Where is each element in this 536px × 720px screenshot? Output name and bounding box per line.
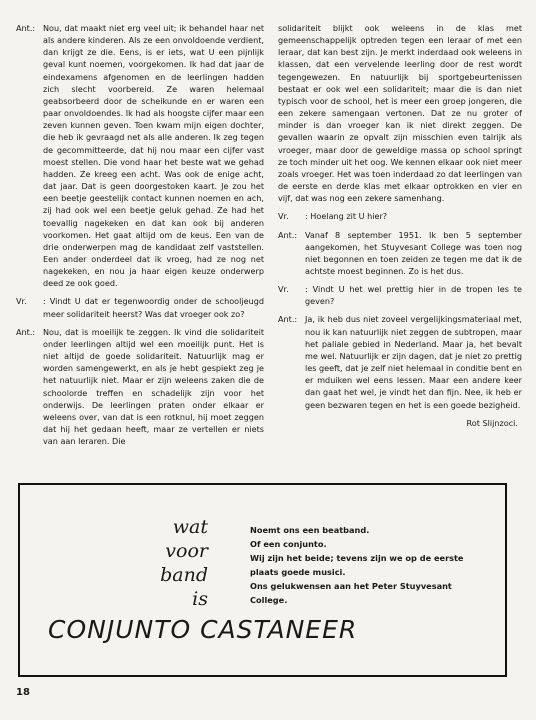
band-name: CONJUNTO CASTANEER	[48, 615, 358, 644]
page-number: 18	[16, 687, 30, 698]
interview-paragraph	[16, 22, 264, 289]
paragraph-text: Ja, ik heb dus niet zoveel vergelijkingsmateriaal met, nou ik kan natuurlijk niet zeggen de subtropen, maar het paliale gebied in Nederland. Maar ja, het bevalt me wel. Natuurlijk er zijn dagen, dat je niet zo prettig les geeft, dat je zelf niet helemaal in conditie bent en er mduiken wel eens lessen. Maar een andere keer dan gaat het wel, je vindt het dan fijn. Nee, ik heb er geen bezwaren tegen en het is een goede bezigheid.	[305, 314, 522, 410]
interview-paragraph	[278, 210, 522, 222]
paragraph-text: Vanaf 8 september 1951. Ik ben 5 september aangekomen, het Stuyvesant College was toen nog niet begonnen en toen zeiden ze tegen me dat ik de achtste moest beginnen. Zo is het dus.	[305, 229, 522, 276]
band-advertisement	[18, 483, 507, 677]
speaker-label: Ant.:	[278, 229, 298, 240]
interview-paragraph	[278, 229, 522, 278]
paragraph-text: Nou, dat maakt niet erg veel uit; ik behandel haar net als andere kinderen. Als ze een onvoldoende verdient, dan krijgt ze die. Eens, is er iets, wat U een pijnlijk geval kunt noemen, voorgekomen. Ik had dat jaar de eindexamens afgenomen en de leerlingen hadden zich slecht voorbereid. Ze waren helemaal geabsorbeerd door de scheikunde en er waren een paar onvoldoendes. Ik had als hoogste cijfer maar een zeven kunnen geven. Toen kwam mijn eigen dochter, die heb ik gevraagd net als alle anderen. Ik zeg tegen de gecommitteerde, dat hij nou maar een cijfer vast moest stellen. Die vond haar het beste wat we gehad hadden. Ze kreeg een acht. Was ook de enige acht, dat jaar. Dat is geen doorgestoken kaart. Je zou het een beetje geestelijk contact kunnen noemen en ach, zij had ook wel een beetje geluk gehad. Ze had het toevallig nagekeken en dat kan ook bij anderen voorkomen. Het gaat altijd om de keus. Een van de drie onderwerpen mag de kandidaat zelf vaststellen. Een ander onderdeel dat ik vroeg, had ze nog net nagekeken, en nou ja haar eigen keuze onderwerp deed ze ook goed.	[43, 23, 264, 289]
ad-word: band	[160, 564, 208, 586]
ad-word: voor	[165, 540, 208, 562]
speaker-label: Vr.	[16, 296, 27, 307]
right-column	[278, 22, 522, 429]
paragraph-text: : Hoelang zit U hier?	[305, 211, 388, 222]
speaker-label: Vr.	[278, 284, 289, 295]
interview-paragraph	[16, 326, 264, 448]
continuation-text: solidariteit blijkt ook weleens in de klas met gemeenschappelijk optreden tegen een leraar of met een leraar, dat kan best zijn. Je merkt inderdaad ook weleens in klassen, dat een vervelende leerling door de rest wordt tegengewezen. En natuurlijk bij sportgebeurtenissen bestaat er ook wel een solidariteit; maar die is dan niet typisch voor de school, het is meer een groep jongeren, die een zekere samengaan vertonen. Dat ze nu groter of minder is dan vroeger kan ik niet direkt zeggen. De gevallen waarin ze opvalt zijn misschien even talrijk als vroeger, maar door de geweldige massa op school springt ze toch minder uit het oog. We kennen elkaar ook niet meer zoals vroeger. Het was toen inderdaad zo dat leerlingen van de eerste en derde klas met elkaar optrokken en vier en vijf, dat was nog een zekere samenhang.	[278, 23, 522, 204]
ad-line: Noemt ons een beatband.	[250, 525, 370, 535]
ad-word: wat	[172, 516, 208, 538]
interview-paragraph	[16, 295, 264, 319]
ad-line: Of een conjunto.	[250, 539, 327, 549]
speaker-label: Ant.:	[16, 326, 36, 337]
ad-text	[250, 523, 490, 607]
speaker-label: Ant.:	[278, 314, 298, 325]
left-column	[16, 22, 264, 453]
ad-word: is	[192, 588, 208, 610]
speaker-label: Vr.	[278, 211, 289, 222]
interview-paragraph	[278, 313, 522, 410]
author-signature: Rot Slijnzoci.	[466, 417, 518, 428]
paragraph-text: : Vindt U het wel prettig hier in de tropen les te geven?	[305, 284, 522, 307]
ad-question	[138, 515, 208, 611]
paragraph-text: : Vindt U dat er tegenwoordig onder de schooljeugd meer solidariteit heerst? Was dat vroeger ook zo?	[43, 296, 264, 319]
interview-paragraph	[278, 283, 522, 307]
ad-line: Wij zijn het beide; tevens zijn we op de eerste plaats goede musici.	[250, 553, 464, 577]
paragraph-text: Nou, dat is moeilijk te zeggen. Ik vind die solidariteit onder leerlingen altijd wel een moeilijk punt. Het is niet altijd de goede solidariteit. Natuurlijk mag er worden samengewerkt, en als je hebt gespiekt zeg je het natuurlijk niet. Maar er zijn weleens zaken die de schoolorde treffen en schadelijk zijn voor het onderwijs. De leerlingen praten onder elkaar er weleens over, van dat is een rotknul, hij moet zeggen dat hij het gedaan heeft, maar ze vertellen er niets van aan leraren. Die	[43, 326, 264, 447]
ad-line: Ons gelukwensen aan het Peter Stuyvesant College.	[250, 581, 452, 605]
speaker-label: Ant.:	[16, 23, 36, 33]
